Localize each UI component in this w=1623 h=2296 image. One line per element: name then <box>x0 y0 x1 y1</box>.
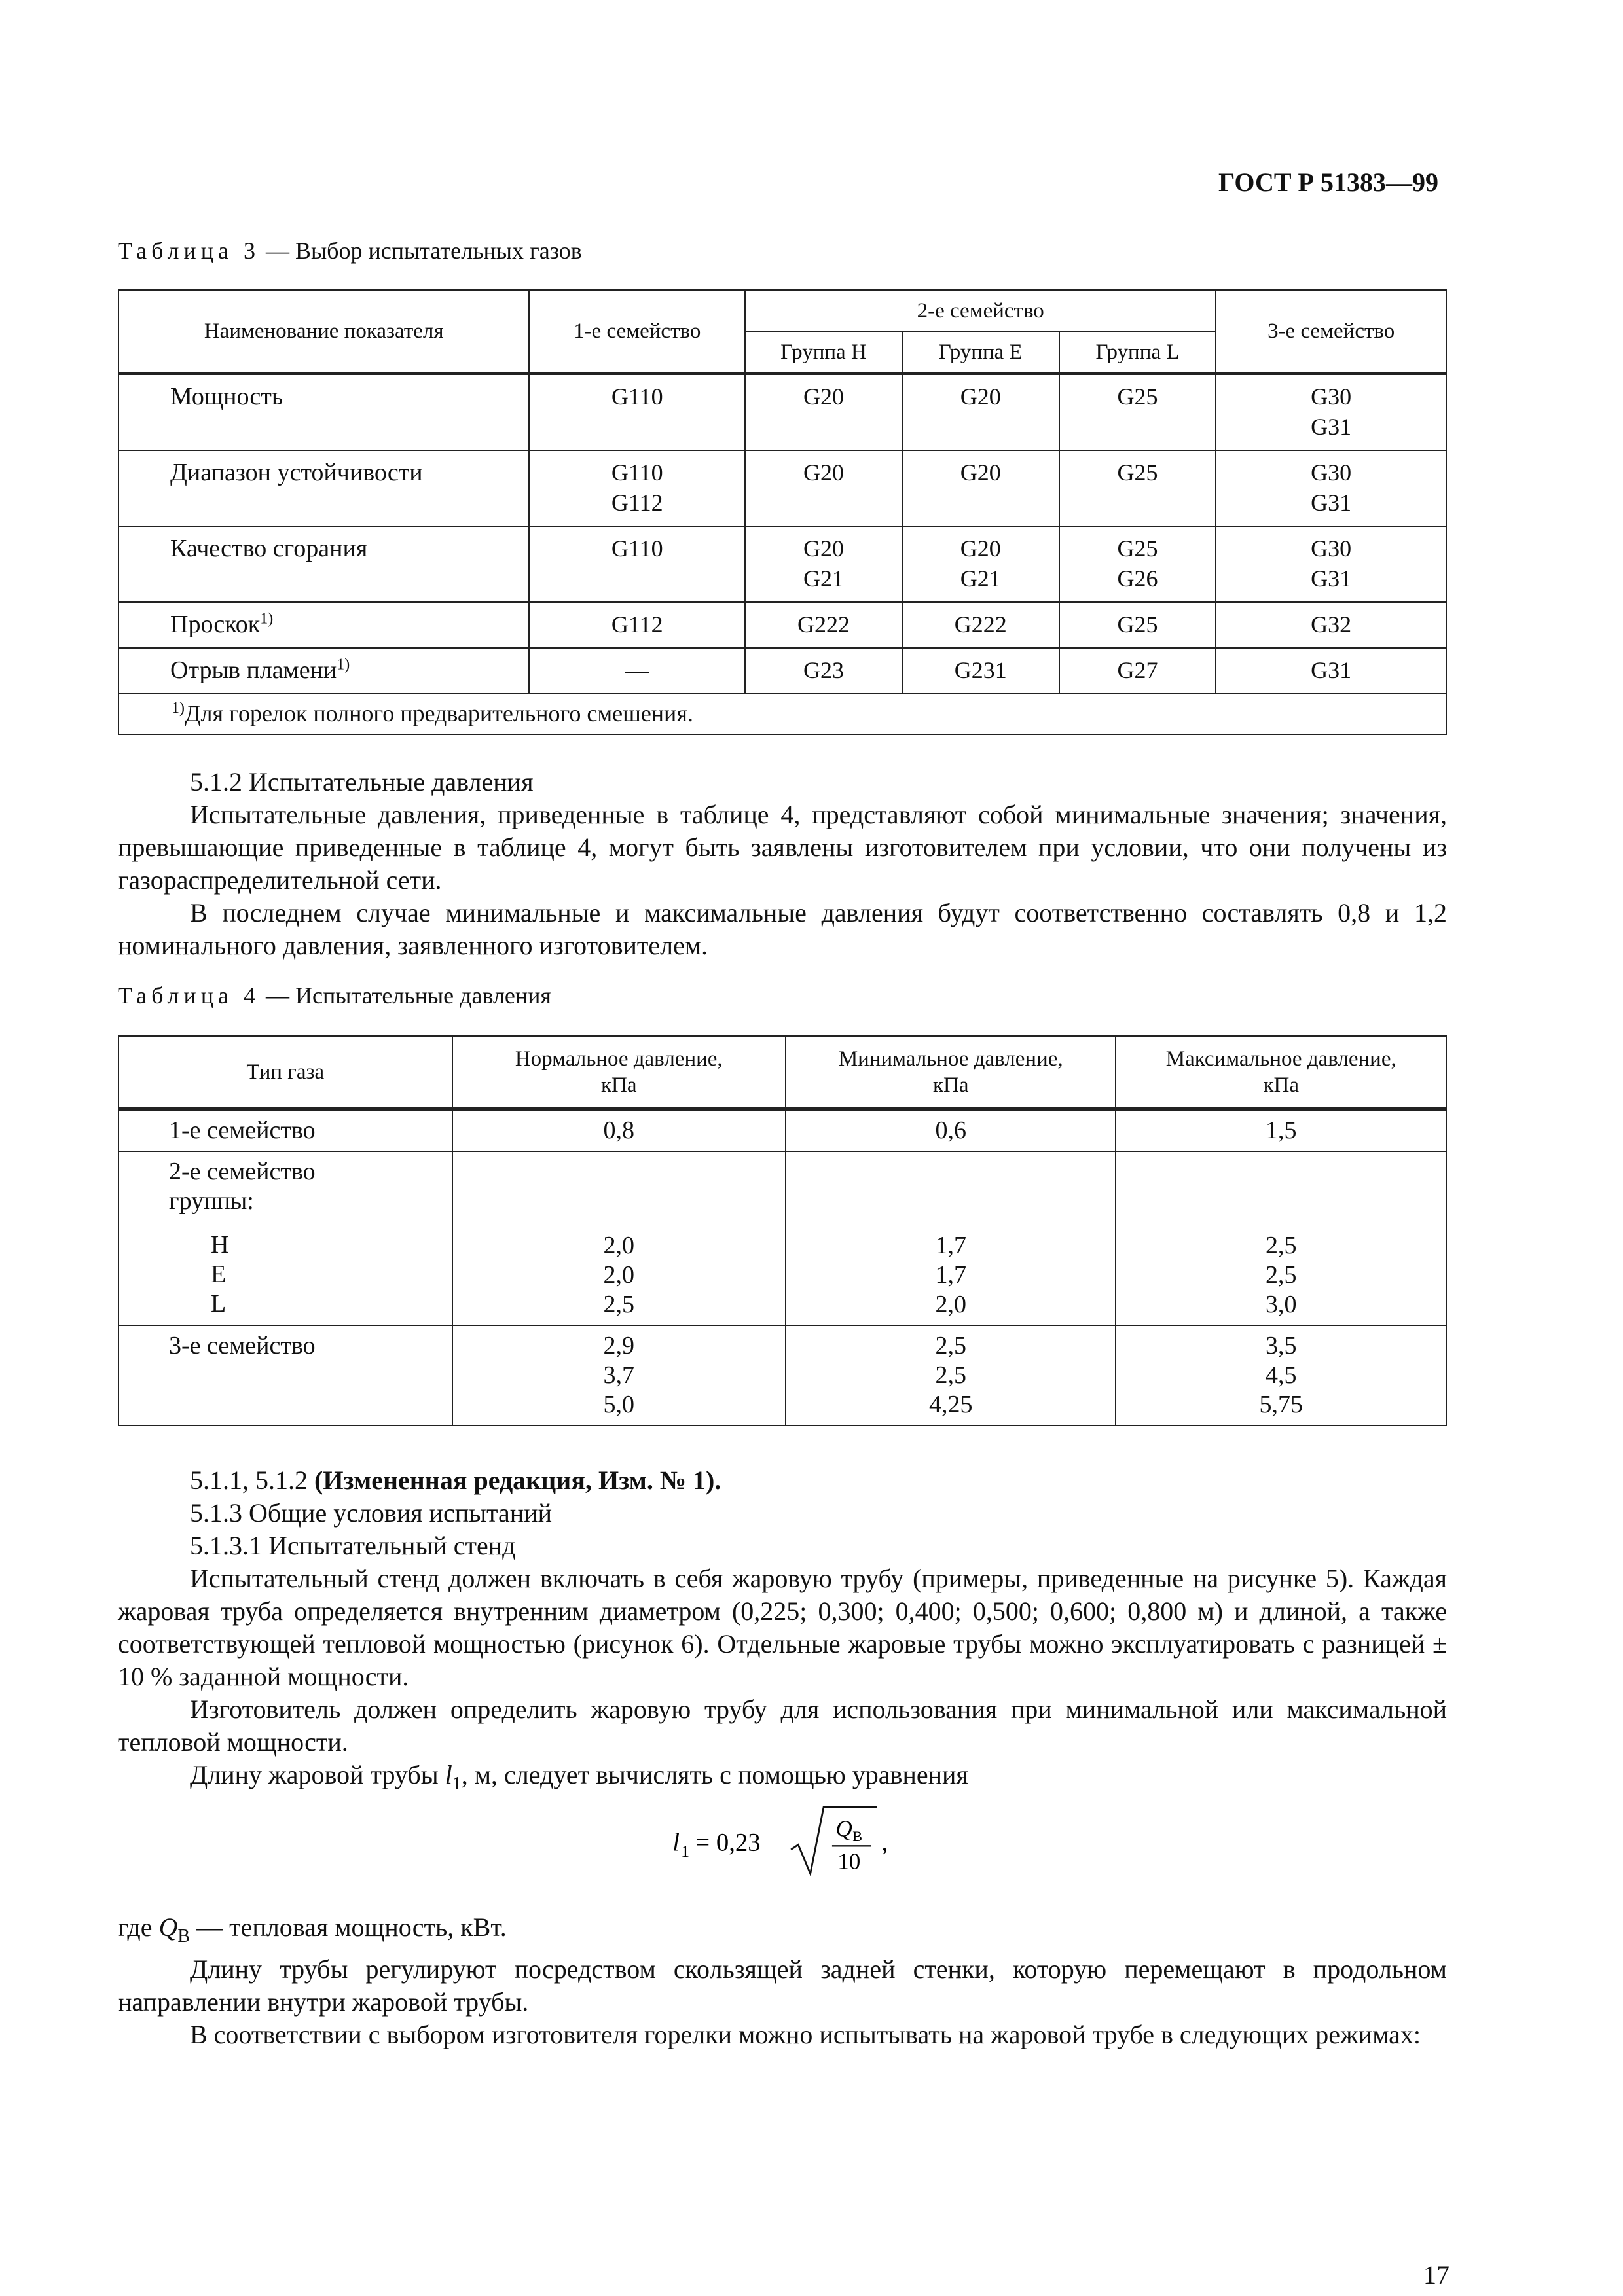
header-group-l: Группа L <box>1059 332 1216 374</box>
paragraph: Испытательные давления, приведенные в таблице 4, представляют собой минимальные значения; значения, превышающие приведенные в таблице 4, могут быть заявлены изготовителем при условии, что они получены из газораспределительной сети. <box>118 800 1447 895</box>
minimum-pressure-cell: 0,6 <box>786 1109 1116 1152</box>
family-3-gas-cell: G31 <box>1216 648 1446 694</box>
test-pressures-table <box>118 1035 1447 1426</box>
header-group-e: Группа E <box>902 332 1059 374</box>
group-h-gas-cell: G222 <box>745 602 902 648</box>
text-fragment: Длину жаровой трубы <box>190 1760 445 1789</box>
formula-lhs-var: l <box>672 1828 680 1857</box>
document-code: ГОСТ Р 51383—99 <box>1218 168 1438 197</box>
table-row <box>119 374 1446 451</box>
indicator-name: Проскок <box>170 611 261 638</box>
paragraph: В соответствии с выбором изготовителя горелки можно испытывать на жаровой трубе в следующих режимах: <box>190 2020 1421 2049</box>
header-maximum-pressure: Максимальное давление, кПа <box>1116 1036 1446 1109</box>
family-3-gas-cell: G30 G31 <box>1216 450 1446 526</box>
family-1-gas-cell: G112 <box>529 602 745 648</box>
header-family-1: 1-е семейство <box>529 290 745 374</box>
table-footnote <box>119 694 1446 734</box>
amendment-note <box>118 1464 1447 1497</box>
group-l-gas-cell: G25 <box>1059 374 1216 451</box>
maximum-pressure-cell: 1,5 <box>1116 1109 1446 1152</box>
gas-type-cell: 1-е семейство <box>119 1109 452 1152</box>
variable: l <box>445 1760 452 1789</box>
gas-type-cell <box>119 1151 452 1325</box>
paragraph: Изготовитель должен определить жаровую трубу для использования при минимальной или максимальной тепловой мощности. <box>118 1695 1447 1757</box>
group-e-gas-cell: G20 <box>902 374 1059 451</box>
group-h-gas-cell: G20 <box>745 450 902 526</box>
header-group-h: Группа H <box>745 332 902 374</box>
indicator-cell <box>119 526 529 602</box>
gas-group-labels: H E L <box>211 1231 229 1318</box>
group-e-gas-cell: G231 <box>902 648 1059 694</box>
family-1-gas-cell: G110 G112 <box>529 450 745 526</box>
text-fragment: — тепловая мощность, кВт. <box>190 1912 507 1942</box>
table3-caption <box>118 237 582 264</box>
family-3-gas-cell: G30 G31 <box>1216 374 1446 451</box>
where-clause <box>118 1911 1447 1953</box>
group-l-gas-cell: G25 <box>1059 450 1216 526</box>
section-continued <box>118 1911 1447 2051</box>
formula-num-sub: В <box>852 1827 863 1844</box>
header-gas-type-text: Тип газа <box>246 1060 325 1084</box>
family-1-gas-cell: G110 <box>529 374 745 451</box>
group-e-gas-cell: G20 G21 <box>902 526 1059 602</box>
section-5-1-3 <box>118 1464 1447 1801</box>
section-heading: 5.1.3.1 Испытательный стенд <box>190 1531 516 1560</box>
family-3-gas-cell: G32 <box>1216 602 1446 648</box>
formula-denominator: 10 <box>837 1848 861 1874</box>
header-minimum-pressure: Минимальное давление, кПа <box>786 1036 1116 1109</box>
table4-caption-prefix: Таблица 4 <box>118 982 260 1009</box>
indicator-name: Отрыв пламени <box>170 656 337 684</box>
formula-coefficient: = 0,23 <box>695 1828 761 1857</box>
table3-caption-prefix: Таблица 3 <box>118 238 260 264</box>
family-1-gas-cell: — <box>529 648 745 694</box>
indicator-name: Мощность <box>170 383 283 410</box>
paragraph <box>118 1759 1447 1801</box>
formula-num-var: Q <box>835 1816 852 1842</box>
group-e-gas-cell: G20 <box>902 450 1059 526</box>
paragraph: Испытательный стенд должен включать в себя жаровую трубу (примеры, приведенные на рисунке 5). Каждая жаровая труба определяется внутренним диаметром (0,225; 0,300; 0,400; 0,500; 0,600; 0,800 м) и длиной, а также соответствующей тепловой мощностью (рисунок 6). Отдельные жаровые трубы можно эксплуатировать с разницей ± 10 % заданной мощности. <box>118 1564 1447 1691</box>
maximum-pressure-cell: 3,5 4,5 5,75 <box>1116 1325 1446 1426</box>
minimum-pressure-values: 1,7 1,7 2,0 <box>935 1232 966 1318</box>
footnote-ref: 1) <box>260 610 274 628</box>
tube-length-formula <box>655 1801 930 1880</box>
amendment-ref: 5.1.1, 5.1.2 <box>190 1465 314 1495</box>
amendment-text: (Измененная редакция, Изм. № 1). <box>314 1465 721 1495</box>
text-fragment: , м, следует вычислять с помощью уравнения <box>461 1760 968 1789</box>
minimum-pressure-cell: 2,5 2,5 4,25 <box>786 1325 1116 1426</box>
sqrt-sign <box>791 1807 877 1874</box>
normal-pressure-cell: 2,9 3,7 5,0 <box>452 1325 786 1426</box>
table3-caption-title: — Выбор испытательных газов <box>259 238 582 264</box>
table-row <box>119 450 1446 526</box>
gas-family-label: 2-е семейство группы: <box>169 1158 316 1215</box>
indicator-cell <box>119 648 529 694</box>
table-row <box>119 1109 1446 1152</box>
footnote-text: Для горелок полного предварительного смешения. <box>185 700 693 726</box>
subscript: В <box>177 1926 191 1946</box>
gas-type-cell: 3-е семейство <box>119 1325 452 1426</box>
table-row <box>119 602 1446 648</box>
section-5-1-2 <box>118 766 1447 962</box>
maximum-pressure-values: 2,5 2,5 3,0 <box>1265 1232 1297 1318</box>
footnote-ref: 1) <box>337 656 350 673</box>
page-number: 17 <box>1423 2260 1450 2289</box>
indicator-cell <box>119 602 529 648</box>
paragraph: Длину трубы регулируют посредством скользящей задней стенки, которую перемещают в продольном направлении внутри жаровой трубы. <box>118 1954 1447 2017</box>
normal-pressure-cell <box>452 1151 786 1325</box>
indicator-cell <box>119 450 529 526</box>
table-row <box>119 1325 1446 1426</box>
table-row <box>119 526 1446 602</box>
minimum-pressure-cell <box>786 1151 1116 1325</box>
footnote-mark: 1) <box>172 700 185 717</box>
group-l-gas-cell: G25 <box>1059 602 1216 648</box>
group-h-gas-cell: G20 G21 <box>745 526 902 602</box>
indicator-name: Качество сгорания <box>170 535 368 562</box>
section-heading: 5.1.2 Испытательные давления <box>190 767 534 797</box>
paragraph: В последнем случае минимальные и максимальные давления будут соответственно составлять 0,8 и 1,2 номинального давления, заявленного изготовителем. <box>118 898 1447 960</box>
test-gases-table <box>118 289 1447 735</box>
family-3-gas-cell: G30 G31 <box>1216 526 1446 602</box>
family-1-gas-cell: G110 <box>529 526 745 602</box>
subscript: 1 <box>452 1774 462 1794</box>
header-gas-type <box>119 1036 452 1109</box>
group-l-gas-cell: G25 G26 <box>1059 526 1216 602</box>
table4-caption <box>118 982 551 1009</box>
normal-pressure-values: 2,0 2,0 2,5 <box>603 1232 635 1318</box>
table-row <box>119 1151 1446 1325</box>
header-family-3: 3-е семейство <box>1216 290 1446 374</box>
text-fragment: где <box>118 1912 159 1942</box>
group-h-gas-cell: G23 <box>745 648 902 694</box>
table-row <box>119 648 1446 694</box>
footnote-row <box>119 694 1446 734</box>
formula-lhs-sub: 1 <box>681 1841 690 1861</box>
maximum-pressure-cell <box>1116 1151 1446 1325</box>
group-e-gas-cell: G222 <box>902 602 1059 648</box>
section-heading: 5.1.3 Общие условия испытаний <box>190 1498 552 1528</box>
header-normal-pressure: Нормальное давление, кПа <box>452 1036 786 1109</box>
header-indicator: Наименование показателя <box>119 290 529 374</box>
group-h-gas-cell: G20 <box>745 374 902 451</box>
indicator-cell <box>119 374 529 451</box>
group-l-gas-cell: G27 <box>1059 648 1216 694</box>
header-family-2: 2-е семейство <box>745 290 1216 332</box>
table4-caption-title: — Испытательные давления <box>259 982 551 1009</box>
variable: Q <box>158 1912 178 1942</box>
formula-comma: , <box>881 1828 888 1857</box>
normal-pressure-cell: 0,8 <box>452 1109 786 1152</box>
indicator-name: Диапазон устойчивости <box>170 459 423 486</box>
